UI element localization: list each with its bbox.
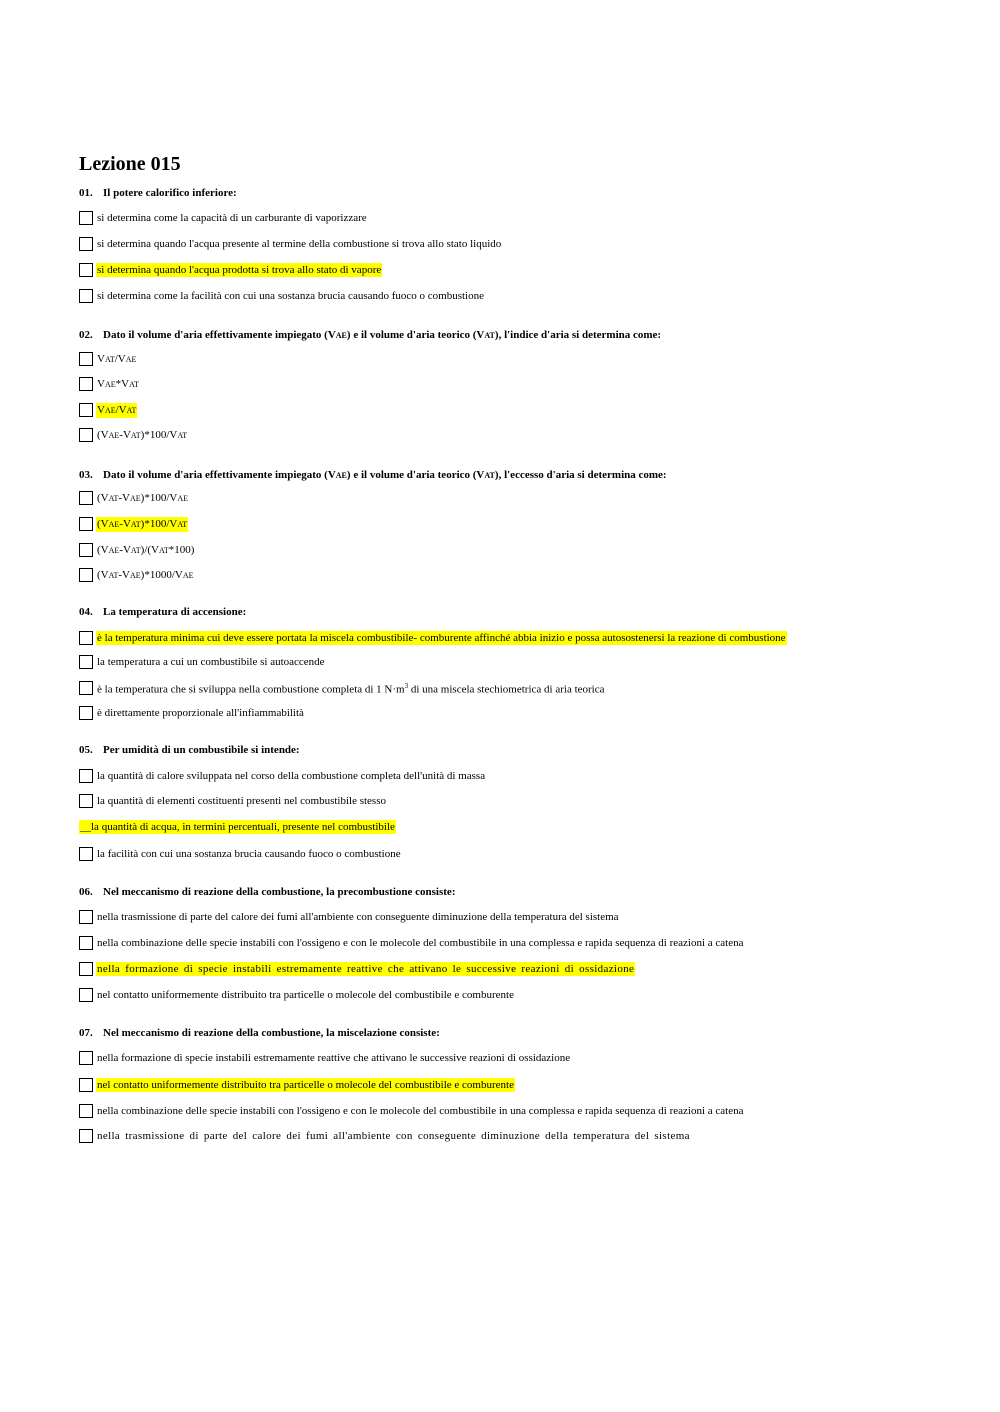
- checkbox[interactable]: [79, 988, 93, 1002]
- question-06: [79, 886, 455, 898]
- q2-option-3-correct[interactable]: [79, 402, 137, 418]
- option-text-highlighted: nella formazione di specie instabili estremamente reattive che attivano le successive reazioni di ossidazione: [97, 963, 635, 975]
- question-text: Dato il volume d'aria effettivamente impiegato (VAE) e il volume d'aria teorico (VAT), l'eccesso d'aria si determina come:: [103, 469, 667, 481]
- option-text: è la temperatura che si sviluppa nella combustione completa di 1 $N\cdot m^3$ di una miscela stechiometrica di aria teorica: [97, 682, 605, 696]
- question-number: 02.: [79, 329, 93, 341]
- question-number: 06.: [79, 886, 93, 898]
- checkbox[interactable]: [79, 517, 93, 531]
- q5-option-4[interactable]: [79, 846, 402, 862]
- q1-option-3-correct[interactable]: [79, 262, 382, 278]
- checkbox[interactable]: [79, 1051, 93, 1065]
- checkbox[interactable]: [79, 1078, 93, 1092]
- checkbox[interactable]: [79, 491, 93, 505]
- checkbox[interactable]: [79, 211, 93, 225]
- question-number: 05.: [79, 744, 93, 756]
- question-text: Nel meccanismo di reazione della combustione, la miscelazione consiste:: [103, 1027, 440, 1039]
- option-formula: (VAE-VAT)/(VAT*100): [97, 543, 195, 556]
- option-text: nella trasmissione di parte del calore dei fumi all'ambiente con conseguente diminuzione della temperatura del sistema: [97, 1130, 690, 1142]
- option-text: la quantità di calore sviluppata nel corso della combustione completa dell'unità di massa: [97, 770, 486, 782]
- question-number: 03.: [79, 469, 93, 481]
- question-number: 01.: [79, 187, 93, 199]
- checkbox[interactable]: [79, 655, 93, 669]
- checkbox[interactable]: [79, 237, 93, 251]
- option-text: si determina come la capacità di un carburante di vaporizzare: [97, 212, 367, 224]
- checkbox[interactable]: [79, 403, 93, 417]
- checkbox[interactable]: [79, 847, 93, 861]
- option-formula: VAE*VAT: [97, 377, 139, 390]
- question-text: Dato il volume d'aria effettivamente impiegato (VAE) e il volume d'aria teorico (VAT), l'indice d'aria si determina come:: [103, 329, 662, 341]
- q3-option-1[interactable]: [79, 490, 189, 506]
- option-text: la temperatura a cui un combustibile si autoaccende: [97, 656, 325, 668]
- question-number: 04.: [79, 606, 93, 618]
- question-text: Nel meccanismo di reazione della combustione, la precombustione consiste:: [103, 886, 456, 898]
- q6-option-3-correct[interactable]: [79, 961, 635, 977]
- checkbox[interactable]: [79, 289, 93, 303]
- q2-option-4[interactable]: [79, 427, 188, 443]
- option-text: nella combinazione delle specie instabili con l'ossigeno e con le molecole del combustibile in una complessa e rapida sequenza di reazioni a catena: [97, 1105, 744, 1117]
- checkbox[interactable]: [79, 428, 93, 442]
- option-text: la facilità con cui una sostanza brucia causando fuoco o combustione: [97, 848, 401, 860]
- q7-option-1[interactable]: [79, 1050, 571, 1066]
- q6-option-4[interactable]: [79, 987, 515, 1003]
- checkbox[interactable]: [79, 568, 93, 582]
- q1-option-2[interactable]: [79, 236, 502, 252]
- q7-option-4[interactable]: [79, 1128, 691, 1144]
- option-formula-highlighted: VAE/VAT: [97, 403, 137, 416]
- checkbox[interactable]: [79, 263, 93, 277]
- question-07: [79, 1027, 440, 1039]
- option-text: nella combinazione delle specie instabili con l'ossigeno e con le molecole del combustibile in una complessa e rapida sequenza di reazioni a catena: [97, 937, 744, 949]
- checkbox[interactable]: [79, 962, 93, 976]
- q6-option-1[interactable]: [79, 909, 620, 925]
- q3-option-2-correct[interactable]: [79, 516, 188, 532]
- checkbox[interactable]: [79, 631, 93, 645]
- question-number: 07.: [79, 1027, 93, 1039]
- question-04: [79, 606, 246, 618]
- option-text: nella trasmissione di parte del calore dei fumi all'ambiente con conseguente diminuzione della temperatura del sistema: [97, 911, 619, 923]
- option-text-highlighted: si determina quando l'acqua prodotta si trova allo stato di vapore: [97, 264, 382, 276]
- q2-option-1[interactable]: [79, 351, 137, 367]
- checkbox[interactable]: [79, 936, 93, 950]
- option-formula: (VAT-VAE)*100/VAE: [97, 491, 189, 504]
- checkbox[interactable]: [79, 769, 93, 783]
- q3-option-3[interactable]: [79, 542, 195, 558]
- question-01: [79, 187, 237, 199]
- q5-option-1[interactable]: [79, 768, 486, 784]
- option-formula: VAT/VAE: [97, 352, 137, 365]
- q5-option-3-correct[interactable]: [79, 819, 396, 835]
- lesson-title: Lezione 015: [79, 153, 181, 175]
- q4-option-2[interactable]: [79, 654, 326, 670]
- question-05: [79, 744, 300, 756]
- checkbox[interactable]: [79, 377, 93, 391]
- question-03: [79, 469, 667, 481]
- q1-option-1[interactable]: [79, 210, 368, 226]
- option-text-highlighted: nel contatto uniformemente distribuito tra particelle o molecole del combustibile e comburente: [97, 1079, 514, 1091]
- option-formula: (VAT-VAE)*1000/VAE: [97, 568, 194, 581]
- question-text: Per umidità di un combustibile si intende:: [103, 744, 300, 756]
- option-text: si determina come la facilità con cui una sostanza brucia causando fuoco o combustione: [97, 290, 484, 302]
- question-text: La temperatura di accensione:: [103, 606, 247, 618]
- q1-option-4[interactable]: [79, 288, 485, 304]
- checkbox[interactable]: [79, 1104, 93, 1118]
- q6-option-2[interactable]: [79, 935, 744, 951]
- option-formula-highlighted: (VAE-VAT)*100/VAT: [97, 517, 188, 530]
- q3-option-4[interactable]: [79, 567, 195, 583]
- option-text: nella formazione di specie instabili estremamente reattive che attivano le successive reazioni di ossidazione: [97, 1052, 571, 1064]
- checkbox[interactable]: [79, 1129, 93, 1143]
- checkbox[interactable]: [79, 910, 93, 924]
- option-text-highlighted: __la quantità di acqua, in termini percentuali, presente nel combustibile: [80, 821, 395, 833]
- checkbox[interactable]: [79, 794, 93, 808]
- q4-option-1-correct[interactable]: [79, 630, 787, 646]
- option-text: la quantità di elementi costituenti presenti nel combustibile stesso: [97, 795, 386, 807]
- option-text: si determina quando l'acqua presente al termine della combustione si trova allo stato liquido: [97, 238, 502, 250]
- option-text: è direttamente proporzionale all'infiammabilità: [97, 707, 304, 719]
- q5-option-2[interactable]: [79, 793, 387, 809]
- checkbox[interactable]: [79, 543, 93, 557]
- option-text: nel contatto uniformemente distribuito tra particelle o molecole del combustibile e comburente: [97, 989, 514, 1001]
- q4-option-4[interactable]: [79, 705, 305, 721]
- checkbox[interactable]: [79, 352, 93, 366]
- question-02: [79, 329, 661, 341]
- q7-option-3[interactable]: [79, 1103, 744, 1119]
- option-formula: (VAE-VAT)*100/VAT: [97, 428, 188, 441]
- question-text: Il potere calorifico inferiore:: [103, 187, 237, 199]
- checkbox[interactable]: [79, 706, 93, 720]
- q7-option-2-correct[interactable]: [79, 1077, 515, 1093]
- q2-option-2[interactable]: [79, 376, 140, 392]
- option-text-highlighted: è la temperatura minima cui deve essere portata la miscela combustibile- comburente affinché abbia inizio e possa autosostenersi la reazione di combustione: [97, 632, 786, 644]
- q4-option-3[interactable]: [79, 680, 606, 696]
- checkbox[interactable]: [79, 681, 93, 695]
